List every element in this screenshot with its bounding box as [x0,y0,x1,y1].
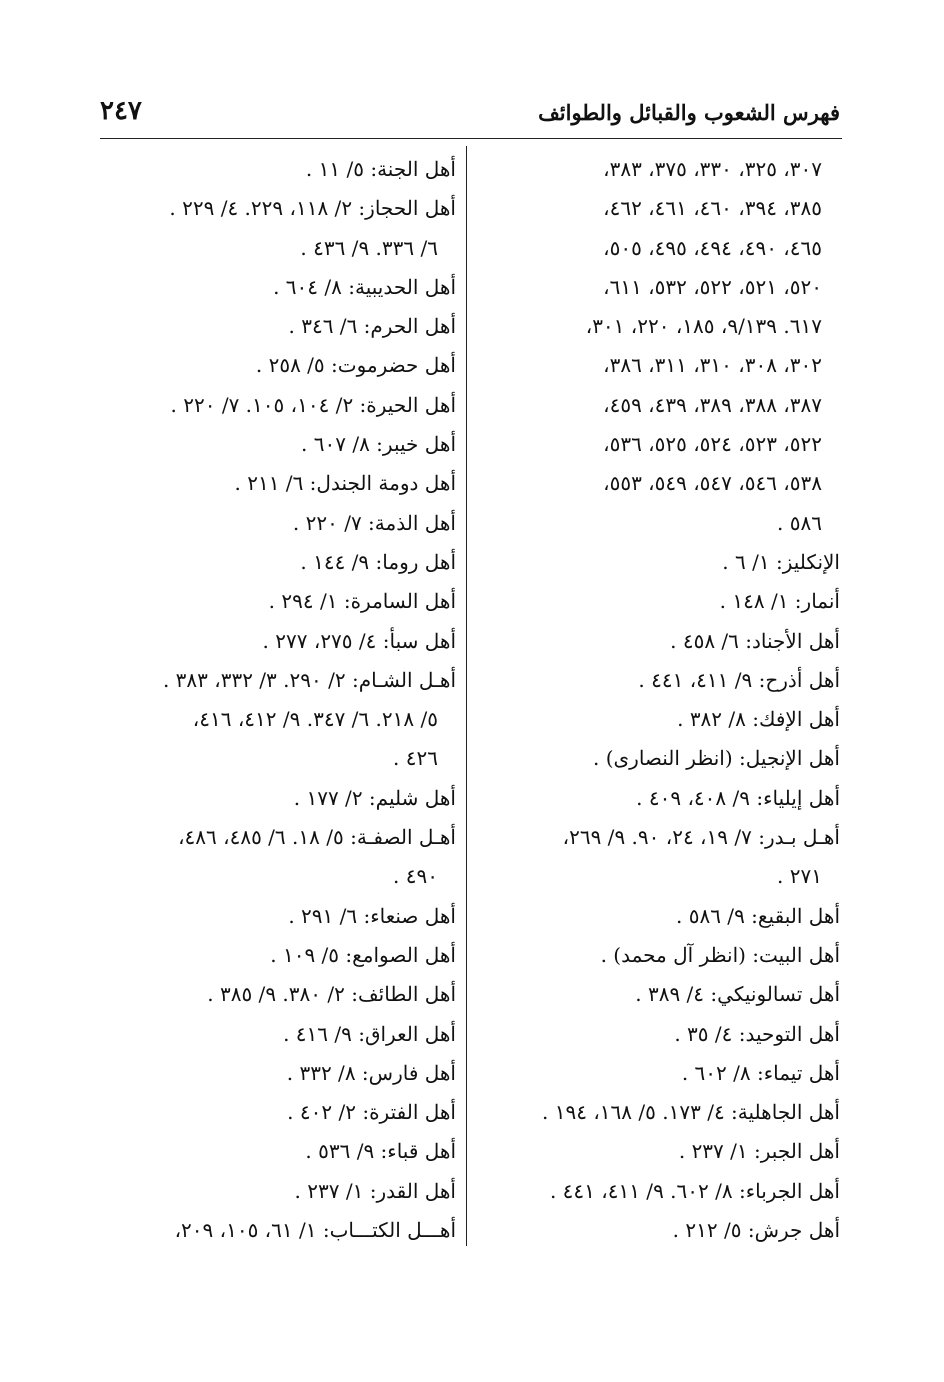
index-entry-continuation: ٣٨٧، ٣٨٨، ٣٨٩، ٤٣٩، ٤٥٩، [603,392,822,417]
index-entry: أهل سبأ: ٤/ ٢٧٥، ٢٧٧ . [262,628,456,653]
index-column-left [100,150,456,1250]
index-entry: أهل روما: ٩/ ١٤٤ . [300,549,456,574]
index-entry: أهل قباء: ٩/ ٥٣٦ . [305,1139,456,1164]
index-entry-continuation: ٤٩٠ . [393,864,438,889]
index-entry: أهل الطائف: ٢/ ٣٨٠. ٩/ ٣٨٥ . [207,982,456,1007]
index-entry: أنمار: ١/ ١٤٨ . [719,589,840,614]
index-entry: أهل الصوامع: ٥/ ١٠٩ . [270,942,456,967]
index-entry: أهل جرش: ٥/ ٢١٢ . [672,1218,840,1243]
index-entry: أهل الجبر: ١/ ٢٣٧ . [678,1139,840,1164]
index-column-right [484,150,840,1250]
index-entry: أهل التوحيد: ٤/ ٣٥ . [674,1021,840,1046]
index-entry: أهل البقيع: ٩/ ٥٨٦ . [676,903,840,928]
index-entry: أهل الفترة: ٢/ ٤٠٢ . [287,1100,456,1125]
index-entry-continuation: ٥٨٦ . [777,510,822,535]
index-entry: أهل الحرم: ٦/ ٣٤٦ . [288,314,456,339]
index-entry: أهل تيماء: ٨/ ٦٠٢ . [681,1060,840,1085]
index-entry-continuation: ٦/ ٣٣٦. ٩/ ٤٣٦ . [300,235,438,260]
index-entry: أهل حضرموت: ٥/ ٢٥٨ . [255,353,456,378]
index-entry: أهل الحيرة: ٢/ ١٠٤، ١٠٥. ٧/ ٢٢٠ . [170,392,456,417]
index-entry: أهل أذرح: ٩/ ٤١١، ٤٤١ . [638,667,840,692]
index-entry: أهـــل الكتـــاب: ١/ ٦١، ١٠٥، ٢٠٩، [174,1218,456,1243]
column-divider [466,146,467,1246]
index-entry: أهل الأجناد: ٦/ ٤٥٨ . [670,628,840,653]
index-entry: أهـل الشـام: ٢/ ٢٩٠. ٣/ ٣٣٢، ٣٨٣ . [162,667,456,692]
index-entry: أهـل الصفـة: ٥/ ١٨. ٦/ ٤٨٥، ٤٨٦، [178,825,456,850]
index-entry: أهـل بـدر: ٧/ ١٩، ٢٤، ٩٠. ٩/ ٢٦٩، [562,825,840,850]
index-entry-continuation: ٢٧١ . [777,864,822,889]
index-entry: أهل فارس: ٨/ ٣٣٢ . [286,1060,456,1085]
index-entry-continuation: ٥٣٨، ٥٤٦، ٥٤٧، ٥٤٩، ٥٥٣، [603,471,822,496]
index-entry: أهل الإنجيل: (انظر النصارى) . [592,746,840,771]
index-entry: أهل الذمة: ٧/ ٢٢٠ . [292,510,456,535]
index-entry-continuation: ٥٢٢، ٥٢٣، ٥٢٤، ٥٢٥، ٥٣٦، [603,432,822,457]
index-entry: أهل دومة الجندل: ٦/ ٢١١ . [234,471,456,496]
index-entry-continuation: ٣٠٧، ٣٢٥، ٣٣٠، ٣٧٥، ٣٨٣، [603,157,822,181]
index-entry: أهل تسالونيكي: ٤/ ٣٨٩ . [635,982,840,1007]
index-entry-continuation: ٣٨٥، ٣٩٤، ٤٦٠، ٤٦١، ٤٦٢، [603,196,822,221]
index-entry-continuation: ٤٦٥، ٤٩٠، ٤٩٤، ٤٩٥، ٥٠٥، [603,235,822,260]
index-entry-continuation: ٥/ ٢١٨. ٦/ ٣٤٧. ٩/ ٤١٢، ٤١٦، [192,707,438,732]
page-header [100,96,840,136]
index-entry: الإنكليز: ١/ ٦ . [722,549,840,574]
index-entry: أهل الإفك: ٨/ ٣٨٢ . [677,707,840,732]
index-entry: أهل الجرباء: ٨/ ٦٠٢. ٩/ ٤١١، ٤٤١ . [549,1178,840,1203]
page-number: ٢٤٧ [100,96,142,126]
index-entry: أهل شليم: ٢/ ١٧٧ . [293,785,456,810]
index-entry-continuation: ٦١٧. ٩/١٣٩، ١٨٥، ٢٢٠، ٣٠١، [585,314,822,339]
index-entry: أهل خيبر: ٨/ ٦٠٧ . [301,432,456,457]
index-entry: أهل البيت: (انظر آل محمد) . [600,942,840,967]
index-entry: أهل العراق: ٩/ ٤١٦ . [283,1021,456,1046]
index-entry: أهل الجاهلية: ٤/ ١٧٣. ٥/ ١٦٨، ١٩٤ . [542,1100,840,1125]
header-rule [100,138,842,139]
index-entry: أهل السامرة: ١/ ٢٩٤ . [268,589,456,614]
index-entry: أهل الجنة: ٥/ ١١ . [305,157,456,181]
index-entry: أهل الحجاز: ٢/ ١١٨، ٢٢٩. ٤/ ٢٢٩ . [169,196,456,221]
index-entry-continuation: ٥٢٠، ٥٢١، ٥٢٢، ٥٣٢، ٦١١، [603,274,822,299]
running-title: فهرس الشعوب والقبائل والطوائف [538,100,840,125]
index-entry-continuation: ٣٠٢، ٣٠٨، ٣١٠، ٣١١، ٣٨٦، [603,353,822,378]
index-entry: أهل الحديبية: ٨/ ٦٠٤ . [273,274,456,299]
index-entry: أهل صنعاء: ٦/ ٢٩١ . [288,903,456,928]
index-entry: أهل إيلياء: ٩/ ٤٠٨، ٤٠٩ . [636,785,840,810]
index-entry: أهل القدر: ١/ ٢٣٧ . [294,1178,456,1203]
index-entry-continuation: ٤٢٦ . [393,746,438,771]
